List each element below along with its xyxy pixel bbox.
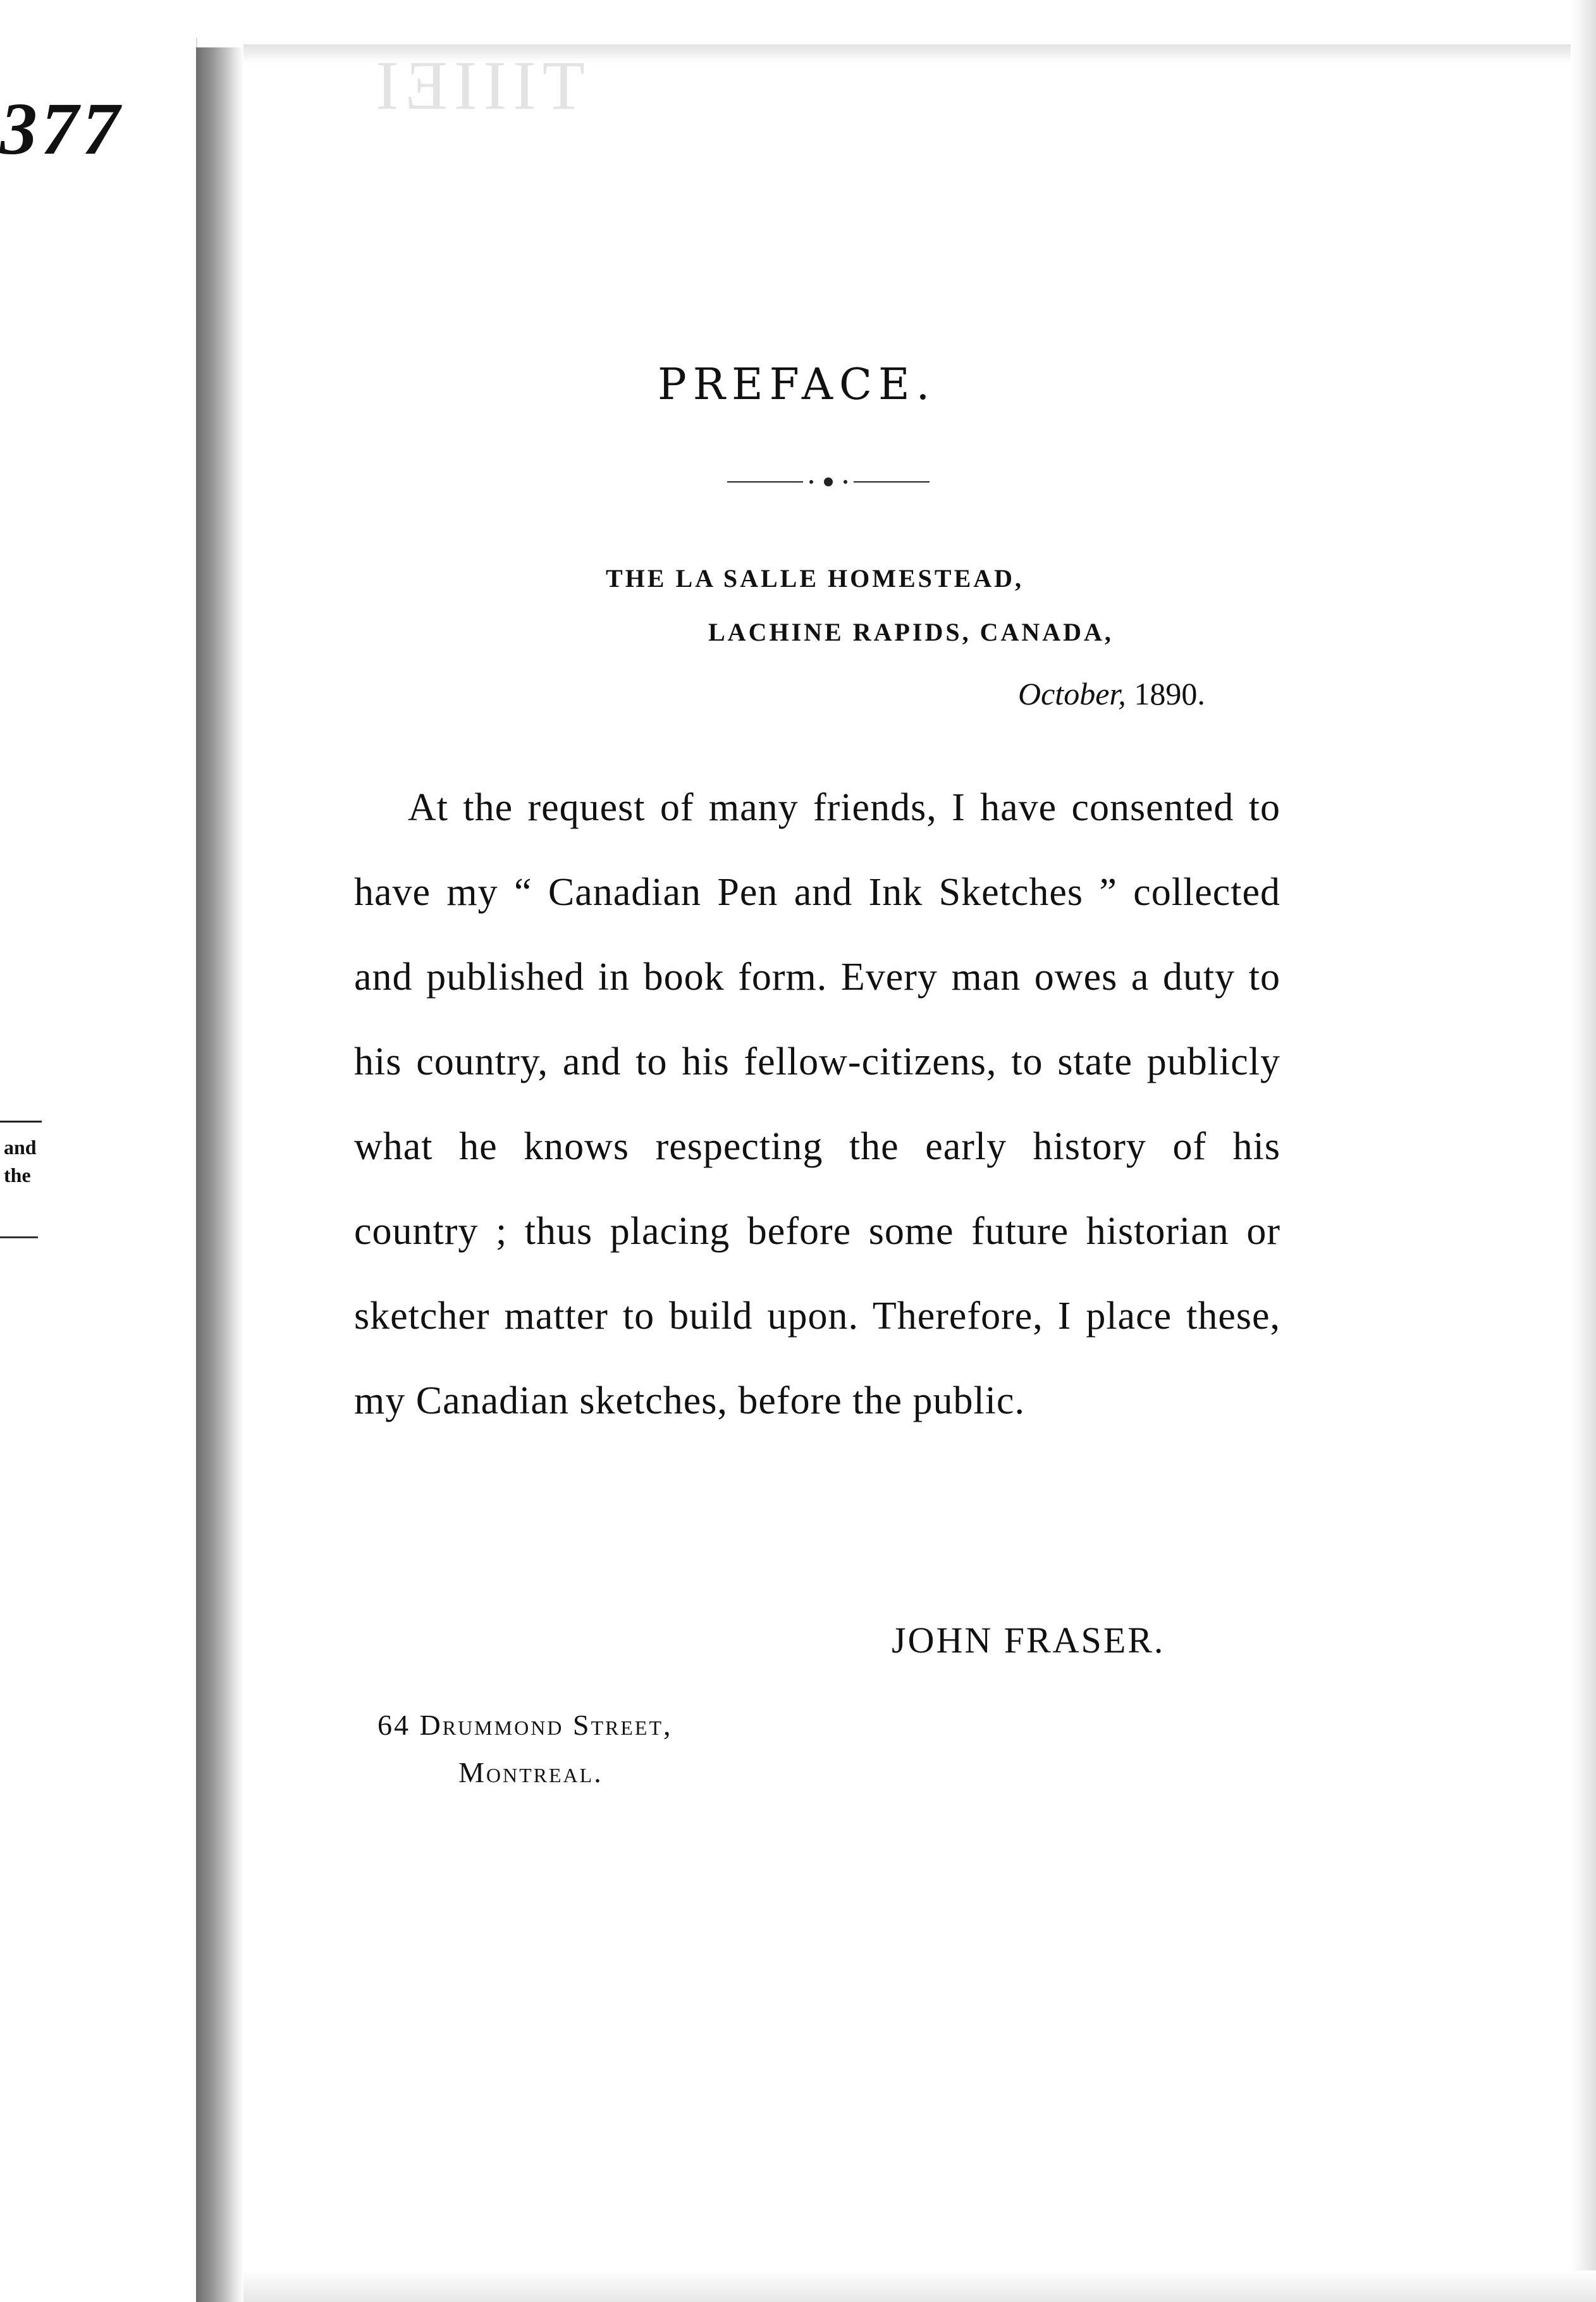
page-bottom-edge (243, 2270, 1596, 2302)
date-year: 1890. (1134, 676, 1205, 711)
previous-page-text-fragment: and (4, 1136, 37, 1159)
ornament-rule-icon (727, 476, 930, 488)
address-line: LACHINE RAPIDS, CANADA, (708, 618, 1114, 646)
binding-gutter-shadow (196, 47, 243, 2302)
previous-page-text-fragment: the (4, 1164, 31, 1186)
date-month: October, (1018, 676, 1126, 711)
previous-page-rule (0, 1236, 38, 1238)
author-signature: JOHN FRASER. (892, 1620, 1165, 1661)
previous-page-rule (0, 1121, 42, 1123)
address-line: THE LA SALLE HOMESTEAD, (606, 564, 1024, 593)
page-right-edge (1571, 0, 1596, 2302)
city-line: Montreal. (458, 1756, 603, 1788)
page-title: PREFACE. (658, 360, 936, 410)
bleed-through-text: TIIIEI (369, 47, 585, 124)
previous-page-number: 377 (0, 87, 123, 170)
dateline (1018, 678, 1205, 710)
preface-body: At the request of many friends, I have consented to have my “ Canadian Pen and Ink Sketches ” collected and published in book form. Every man owes a duty to his country, and to his fellow-citizens, to state publicly what he knows respecting the early history of his country ; thus placing before some future historian or sketcher matter to build upon. Therefore, I place these, my Canadian sketches, before the public. (354, 786, 1280, 1422)
previous-page-edge (0, 38, 197, 2302)
street-address-line: 64 Drummond Street, (378, 1709, 673, 1741)
